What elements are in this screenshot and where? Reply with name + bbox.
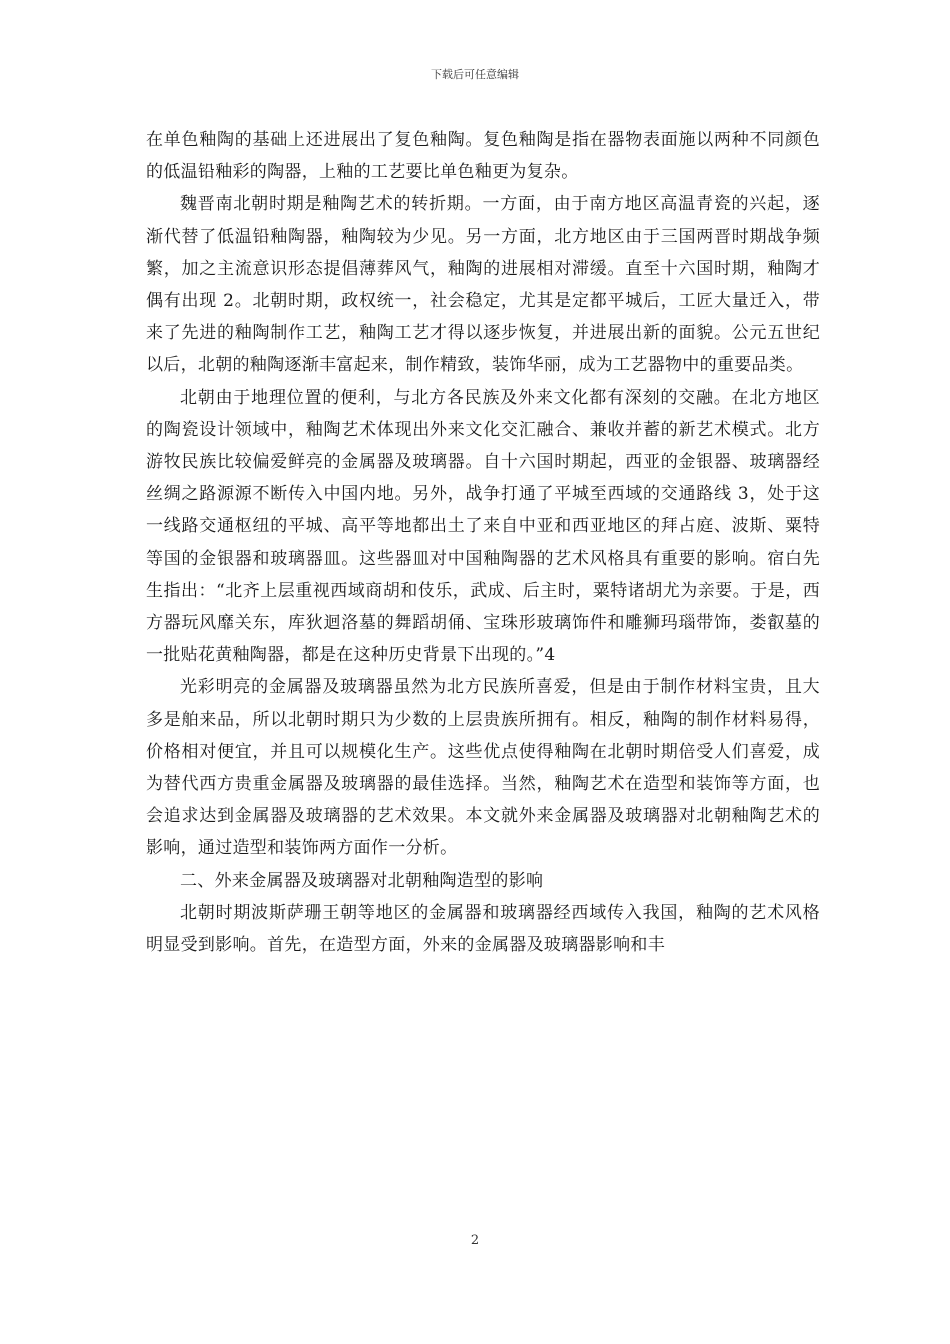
paragraph-northern-dynasty-exchange: 北朝由于地理位置的便利，与北方各民族及外来文化都有深刻的交融。在北方地区的陶瓷设计领域中，釉陶艺术体现出外来文化交汇融合、兼收并蓄的新艺术模式。北方游牧民族比较偏爱鲜亮的金属器及玻璃器。自十六国时期起，西亚的金银器、玻璃器经丝绸之路源源不断传入中国内地。另外，战争打通了平城至西域的交通路线 3，处于这一线路交通枢纽的平城、高平等地都出土了来自中亚和西亚地区的拜占庭、波斯、粟特等国的金银器和玻璃器皿。这些器皿对中国釉陶器的艺术风格具有重要的影响。宿白先生指出：“北齐上层重视西域商胡和伎乐，武成、后主时，粟特诸胡尤为亲要。于是，西方器玩风靡关东，库狄迴洛墓的舞蹈胡俑、宝珠形玻璃饰件和雕狮玛瑙带饰，娄叡墓的一批贴花黄釉陶器，都是在这种历史背景下出现的。”4 (146, 387, 820, 666)
paragraph-metal-glass-appeal: 光彩明亮的金属器及玻璃器虽然为北方民族所喜爱，但是由于制作材料宝贵，且大多是舶来品，所以北朝时期只为少数的上层贵族所拥有。相反，釉陶的制作材料易得，价格相对便宜，并且可以规模化生产。这些优点使得釉陶在北朝时期倍受人们喜爱，成为替代西方贵重金属器及玻璃器的最佳选择。当然，釉陶艺术在造型和装饰等方面，也会追求达到金属器及玻璃器的艺术效果。本文就外来金属器及玻璃器对北朝釉陶艺术的影响，通过造型和装饰两方面作一分析。 (146, 677, 820, 859)
page-header: 下载后可任意编辑 (431, 68, 519, 81)
page-number: 2 (470, 1233, 480, 1248)
paragraph-continued: 在单色釉陶的基础上还进展出了复色釉陶。复色釉陶是指在器物表面施以两种不同颜色的低温铅釉彩的陶器，上釉的工艺要比单色釉更为复杂。 (146, 130, 820, 183)
section-heading-2: 二、外来金属器及玻璃器对北朝釉陶造型的影响 (180, 870, 544, 891)
paragraph-wei-jin-period: 魏晋南北朝时期是釉陶艺术的转折期。一方面，由于南方地区高温青瓷的兴起，逐渐代替了低温铅釉陶器，釉陶较为少见。另一方面，北方地区由于三国两晋时期战争频繁，加之主流意识形态提倡薄葬风气，釉陶的进展相对滞缓。直至十六国时期，釉陶才偶有出现 2。北朝时期，政权统一，社会稳定，尤其是定都平城后，工匠大量迁入，带来了先进的釉陶制作工艺，釉陶工艺才得以逐步恢复，并进展出新的面貌。公元五世纪以后，北朝的釉陶逐渐丰富起来，制作精致，装饰华丽，成为工艺器物中的重要品类。 (146, 194, 820, 376)
paragraph-section-2-intro: 北朝时期波斯萨珊王朝等地区的金属器和玻璃器经西域传入我国，釉陶的艺术风格明显受到影响。首先，在造型方面，外来的金属器及玻璃器影响和丰 (146, 902, 820, 956)
document-body (146, 124, 820, 961)
